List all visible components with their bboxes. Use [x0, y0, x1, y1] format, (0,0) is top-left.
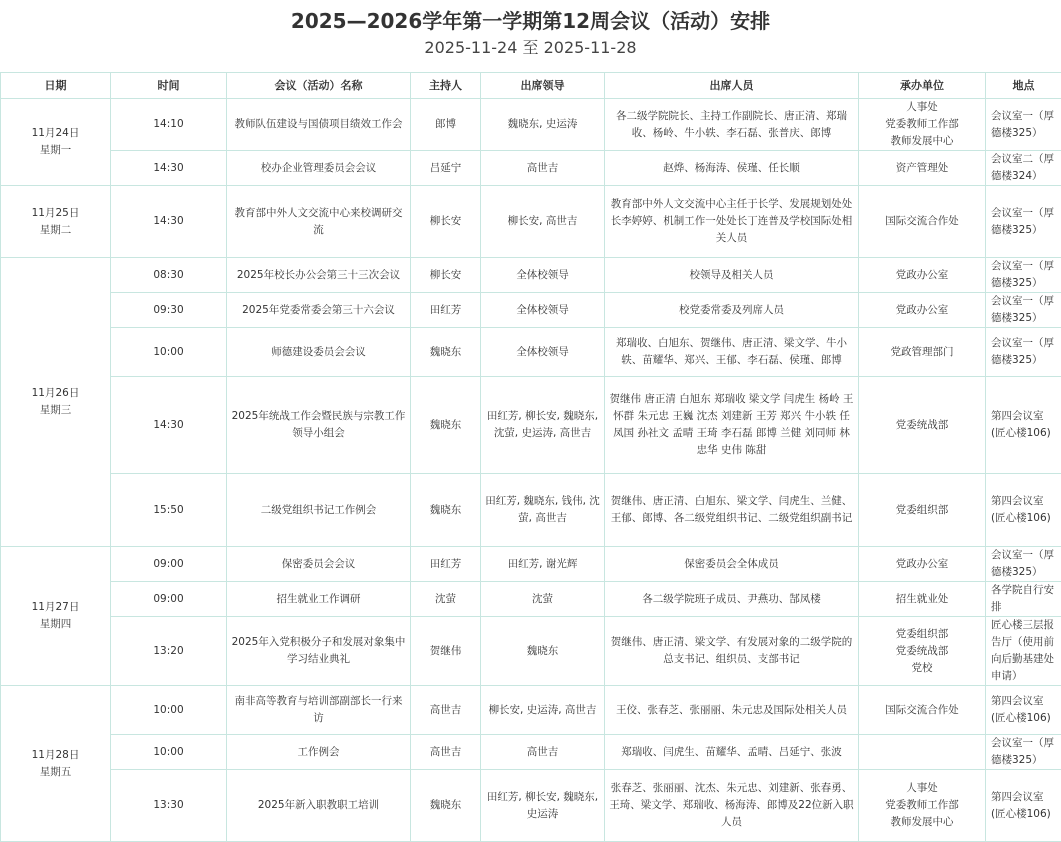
attendees-cell: 校领导及相关人员	[605, 258, 859, 293]
date-label: 11月26日	[4, 385, 107, 402]
organizer-cell	[859, 293, 986, 328]
organizer-cell	[859, 151, 986, 186]
date-label: 11月25日	[4, 205, 107, 222]
organizer-cell	[859, 186, 986, 258]
host-cell: 魏晓东	[411, 328, 481, 377]
organizer-unit: 党政管理部门	[862, 344, 982, 361]
date-range: 2025-11-24 至 2025-11-28	[0, 37, 1061, 59]
location-cell: 会议室一（厚德楼325）	[986, 258, 1061, 293]
date-cell	[1, 186, 111, 258]
host-cell: 贺继伟	[411, 617, 481, 686]
leaders-cell: 柳长安, 高世吉	[481, 186, 605, 258]
leaders-cell: 田红芳, 谢光辉	[481, 547, 605, 582]
page-header	[0, 0, 1061, 72]
leaders-cell: 高世吉	[481, 151, 605, 186]
time-cell: 10:00	[111, 735, 227, 770]
column-header-units: 承办单位	[859, 73, 986, 99]
weekday-label: 星期二	[4, 222, 107, 239]
table-row	[1, 582, 1061, 617]
meeting-name-cell: 教师队伍建设与国债项目绩效工作会	[227, 99, 411, 151]
location-cell: 会议室一（厚德楼325）	[986, 186, 1061, 258]
attendees-cell: 张春芝、张丽丽、沈杰、朱元忠、刘建新、张春勇、王琦、梁文学、郑瑞收、杨海涛、郎博及22位新入职人员	[605, 770, 859, 842]
organizer-unit: 招生就业处	[862, 591, 982, 608]
column-header-attendees: 出席人员	[605, 73, 859, 99]
time-cell: 14:30	[111, 151, 227, 186]
date-cell	[1, 258, 111, 547]
location-cell: 会议室二（厚德楼324）	[986, 151, 1061, 186]
table-row	[1, 686, 1061, 735]
column-header-place: 地点	[986, 73, 1061, 99]
location-cell: 第四会议室(匠心楼106)	[986, 686, 1061, 735]
time-cell: 14:30	[111, 377, 227, 474]
attendees-cell: 各二级学院班子成员、尹燕功、郜凤楼	[605, 582, 859, 617]
time-cell: 14:30	[111, 186, 227, 258]
time-cell: 09:00	[111, 582, 227, 617]
organizer-unit: 党委统战部	[862, 417, 982, 434]
attendees-cell: 贺继伟、唐正清、梁文学、有发展对象的二级学院的总支书记、组织员、支部书记	[605, 617, 859, 686]
host-cell: 魏晓东	[411, 770, 481, 842]
organizer-cell	[859, 99, 986, 151]
table-row	[1, 617, 1061, 686]
table-row	[1, 547, 1061, 582]
weekday-label: 星期三	[4, 402, 107, 419]
meeting-name-cell: 招生就业工作调研	[227, 582, 411, 617]
table-row	[1, 474, 1061, 547]
location-cell: 会议室一（厚德楼325）	[986, 99, 1061, 151]
host-cell: 吕延宁	[411, 151, 481, 186]
date-label: 11月24日	[4, 125, 107, 142]
schedule-table	[0, 72, 1061, 842]
leaders-cell: 全体校领导	[481, 258, 605, 293]
organizer-unit: 党政办公室	[862, 556, 982, 573]
organizer-unit: 人事处	[862, 780, 982, 797]
column-header-name: 会议（活动）名称	[227, 73, 411, 99]
leaders-cell: 全体校领导	[481, 328, 605, 377]
attendees-cell: 贺继伟、唐正清、白旭东、梁文学、闫虎生、兰健、王郁、郎博、各二级党组织书记、二级党组织副书记	[605, 474, 859, 547]
meeting-name-cell: 校办企业管理委员会会议	[227, 151, 411, 186]
column-header-leaders: 出席领导	[481, 73, 605, 99]
organizer-unit: 党委组织部	[862, 626, 982, 643]
weekday-label: 星期五	[4, 764, 107, 781]
attendees-cell: 校党委常委及列席人员	[605, 293, 859, 328]
leaders-cell: 高世吉	[481, 735, 605, 770]
meeting-name-cell: 2025年入党积极分子和发展对象集中学习结业典礼	[227, 617, 411, 686]
leaders-cell: 魏晓东, 史运涛	[481, 99, 605, 151]
organizer-unit: 党政办公室	[862, 267, 982, 284]
organizer-unit: 党政办公室	[862, 302, 982, 319]
meeting-name-cell: 工作例会	[227, 735, 411, 770]
host-cell: 魏晓东	[411, 377, 481, 474]
table-header-row	[1, 73, 1061, 99]
time-cell: 14:10	[111, 99, 227, 151]
attendees-cell: 赵烨、杨海涛、侯瑾、任长顺	[605, 151, 859, 186]
date-label: 11月27日	[4, 599, 107, 616]
meeting-name-cell: 南非高等教育与培训部副部长一行来访	[227, 686, 411, 735]
meeting-name-cell: 师德建设委员会会议	[227, 328, 411, 377]
time-cell: 09:30	[111, 293, 227, 328]
time-cell: 15:50	[111, 474, 227, 547]
table-row	[1, 258, 1061, 293]
leaders-cell: 田红芳, 柳长安, 魏晓东, 史运涛	[481, 770, 605, 842]
organizer-cell	[859, 547, 986, 582]
table-row	[1, 735, 1061, 770]
location-cell: 第四会议室(匠心楼106)	[986, 377, 1061, 474]
location-cell: 第四会议室(匠心楼106)	[986, 474, 1061, 547]
meeting-name-cell: 二级党组织书记工作例会	[227, 474, 411, 547]
organizer-unit: 党委统战部	[862, 643, 982, 660]
table-row	[1, 151, 1061, 186]
organizer-cell	[859, 686, 986, 735]
host-cell: 柳长安	[411, 258, 481, 293]
leaders-cell: 沈萤	[481, 582, 605, 617]
table-row	[1, 328, 1061, 377]
meeting-name-cell: 保密委员会会议	[227, 547, 411, 582]
meeting-name-cell: 教育部中外人文交流中心来校调研交流	[227, 186, 411, 258]
table-row	[1, 186, 1061, 258]
location-cell: 会议室一（厚德楼325）	[986, 328, 1061, 377]
meeting-name-cell: 2025年校长办公会第三十三次会议	[227, 258, 411, 293]
attendees-cell: 贺继伟 唐正清 白旭东 郑瑞收 梁文学 闫虎生 杨岭 王怀群 朱元忠 王巍 沈杰 刘建新 王芳 郑兴 牛小轶 任凤国 孙社文 孟晴 王琦 李石磊 郎博 兰健 刘同师 林忠华 史伟 陈甜	[605, 377, 859, 474]
organizer-unit: 国际交流合作处	[862, 702, 982, 719]
time-cell: 10:00	[111, 686, 227, 735]
leaders-cell: 魏晓东	[481, 617, 605, 686]
weekday-label: 星期一	[4, 142, 107, 159]
attendees-cell: 王佼、张春芝、张丽丽、朱元忠及国际处相关人员	[605, 686, 859, 735]
organizer-unit: 教师发展中心	[862, 133, 982, 150]
organizer-unit: 党委教师工作部	[862, 116, 982, 133]
meeting-name-cell: 2025年统战工作会暨民族与宗教工作领导小组会	[227, 377, 411, 474]
organizer-cell	[859, 735, 986, 770]
location-cell: 会议室一（厚德楼325）	[986, 547, 1061, 582]
organizer-cell	[859, 328, 986, 377]
organizer-cell	[859, 582, 986, 617]
location-cell: 匠心楼三层报告厅（使用前向后勤基建处申请）	[986, 617, 1061, 686]
table-row	[1, 293, 1061, 328]
table-row	[1, 99, 1061, 151]
leaders-cell: 田红芳, 魏晓东, 钱伟, 沈萤, 高世吉	[481, 474, 605, 547]
organizer-unit: 党委组织部	[862, 502, 982, 519]
date-cell	[1, 686, 111, 842]
host-cell: 柳长安	[411, 186, 481, 258]
weekday-label: 星期四	[4, 616, 107, 633]
host-cell: 沈萤	[411, 582, 481, 617]
attendees-cell: 各二级学院院长、主持工作副院长、唐正清、郑瑞收、杨岭、牛小轶、李石磊、张普庆、郎博	[605, 99, 859, 151]
page-title: 2025—2026学年第一学期第12周会议（活动）安排	[0, 0, 1061, 34]
organizer-unit: 人事处	[862, 99, 982, 116]
attendees-cell: 郑瑞收、白旭东、贺继伟、唐正清、梁文学、牛小轶、苗耀华、郑兴、王郁、李石磊、侯瑾、郎博	[605, 328, 859, 377]
table-row	[1, 377, 1061, 474]
organizer-cell	[859, 258, 986, 293]
leaders-cell: 全体校领导	[481, 293, 605, 328]
time-cell: 10:00	[111, 328, 227, 377]
column-header-host: 主持人	[411, 73, 481, 99]
organizer-cell	[859, 474, 986, 547]
location-cell: 会议室一（厚德楼325）	[986, 293, 1061, 328]
organizer-unit: 国际交流合作处	[862, 213, 982, 230]
leaders-cell: 柳长安, 史运涛, 高世吉	[481, 686, 605, 735]
organizer-unit: 党委教师工作部	[862, 797, 982, 814]
attendees-cell: 教育部中外人文交流中心主任于长学、发展规划处处长李婷婷、机制工作一处处长丁连普及学校国际处相关人员	[605, 186, 859, 258]
host-cell: 田红芳	[411, 293, 481, 328]
location-cell: 会议室一（厚德楼325）	[986, 735, 1061, 770]
column-header-date: 日期	[1, 73, 111, 99]
organizer-cell	[859, 617, 986, 686]
meeting-name-cell: 2025年新入职教职工培训	[227, 770, 411, 842]
leaders-cell: 田红芳, 柳长安, 魏晓东, 沈萤, 史运涛, 高世吉	[481, 377, 605, 474]
column-header-time: 时间	[111, 73, 227, 99]
host-cell: 高世吉	[411, 686, 481, 735]
time-cell: 08:30	[111, 258, 227, 293]
attendees-cell: 保密委员会全体成员	[605, 547, 859, 582]
meeting-name-cell: 2025年党委常委会第三十六会议	[227, 293, 411, 328]
date-label: 11月28日	[4, 747, 107, 764]
organizer-unit: 资产管理处	[862, 160, 982, 177]
location-cell: 各学院自行安排	[986, 582, 1061, 617]
organizer-unit: 教师发展中心	[862, 814, 982, 831]
date-cell	[1, 547, 111, 686]
time-cell: 09:00	[111, 547, 227, 582]
organizer-cell	[859, 377, 986, 474]
host-cell: 魏晓东	[411, 474, 481, 547]
attendees-cell: 郑瑞收、闫虎生、苗耀华、孟晴、吕延宁、张波	[605, 735, 859, 770]
host-cell: 高世吉	[411, 735, 481, 770]
host-cell: 郎博	[411, 99, 481, 151]
schedule-body	[1, 99, 1061, 842]
time-cell: 13:20	[111, 617, 227, 686]
organizer-unit: 党校	[862, 660, 982, 677]
location-cell: 第四会议室(匠心楼106)	[986, 770, 1061, 842]
date-cell	[1, 99, 111, 186]
host-cell: 田红芳	[411, 547, 481, 582]
time-cell: 13:30	[111, 770, 227, 842]
